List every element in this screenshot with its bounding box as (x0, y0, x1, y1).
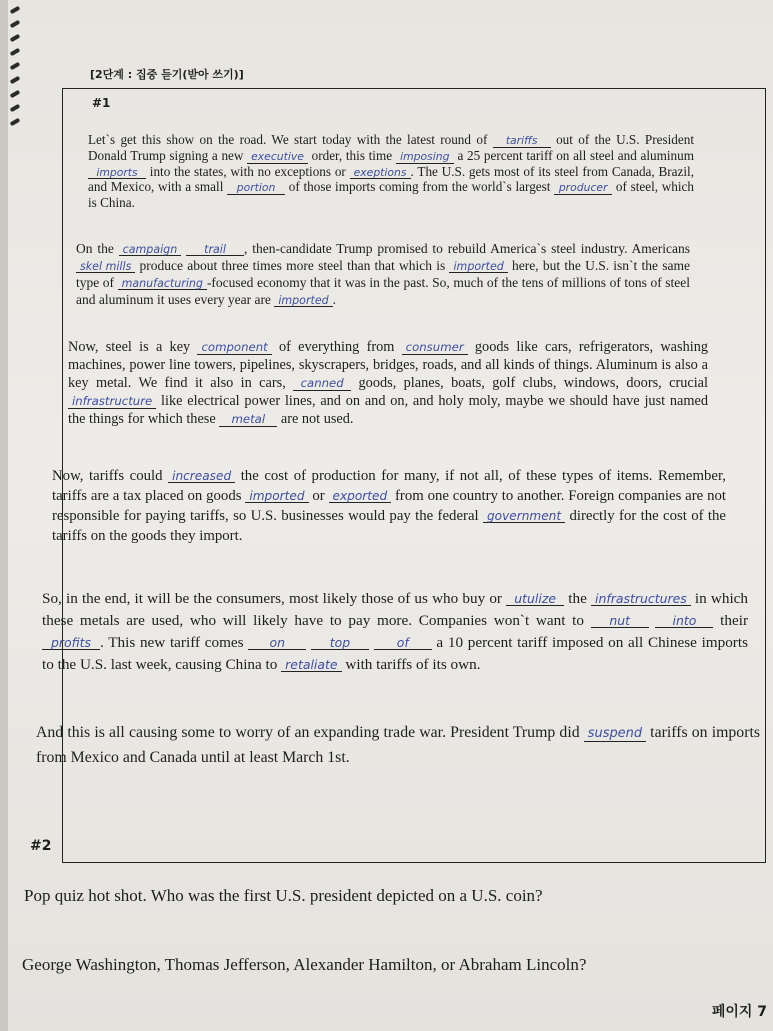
paragraph-text: of those imports coming from the world`s largest (285, 179, 555, 195)
exercise-2-label: #2 (30, 838, 52, 854)
answer-blank[interactable]: portion (227, 183, 285, 195)
paragraph-text: or (308, 488, 329, 504)
paragraph-text: tariffs on imports from Mexico and Canada until at least March 1st. (36, 724, 760, 766)
answer-blank[interactable]: retaliate (281, 659, 341, 672)
paragraph-text: order, this time (307, 147, 396, 163)
section-heading: [2단계 : 집중 듣기(받아 쓰기)] (90, 68, 244, 81)
quiz-question: Pop quiz hot shot. Who was the first U.S. president depicted on a U.S. coin? (24, 886, 543, 905)
answer-blank[interactable]: manufacturing (118, 278, 207, 290)
paragraph-6 (36, 720, 760, 770)
answer-blank[interactable]: nut (591, 615, 649, 628)
answer-blank[interactable]: government (483, 510, 565, 523)
answer-blank[interactable]: exeptions (350, 168, 411, 180)
answer-blank[interactable]: into (655, 615, 713, 628)
paragraph-text: are not used. (277, 411, 354, 427)
exercise-1-label: #1 (92, 96, 111, 110)
answer-blank[interactable]: imposing (396, 152, 454, 164)
answer-blank[interactable]: infrastructures (591, 593, 691, 606)
paragraph-text: directly for the cost of the tariffs on the goods they import. (52, 508, 726, 544)
paragraph-5 (42, 588, 748, 676)
paragraph-text: And this is all causing some to worry of an expanding trade war. President Trump did (36, 724, 584, 741)
answer-blank[interactable]: component (197, 342, 271, 355)
paragraph-text: . This new tariff comes (100, 634, 249, 651)
paragraph-text: with tariffs of its own. (341, 656, 481, 673)
paragraph-text: from one country to another. Foreign companies are not responsible for paying tariffs, so U.S. businesses would pay the federal (52, 488, 726, 524)
paragraph-4 (52, 466, 726, 546)
answer-blank[interactable]: profits (42, 637, 100, 650)
paragraph-text: out of the U.S. President Donald Trump signing a new (88, 132, 694, 163)
paragraph-3 (68, 338, 708, 428)
answer-blank[interactable]: exported (329, 490, 392, 503)
paragraph-text: the (564, 590, 591, 607)
paragraph-text: So, in the end, it will be the consumers, most likely those of us who buy or (42, 590, 507, 607)
paragraph-text: Now, steel is a key (68, 339, 198, 355)
answer-blank[interactable]: of (374, 637, 432, 650)
answer-blank[interactable]: imports (88, 168, 146, 180)
paragraph-text: the cost of production for many, if not all, of these types of items. Remember, tariffs are a tax placed on goods (52, 468, 726, 504)
answer-blank[interactable]: trail (186, 244, 244, 256)
paragraph-text: produce about three times more steel than that which is (135, 258, 450, 273)
answer-blank[interactable]: consumer (402, 342, 468, 355)
paragraph-text: like electrical power lines, and on and on, and holy moly, maybe we should have just named the things for which these (68, 393, 708, 427)
paragraph-text (649, 612, 656, 629)
answer-blank[interactable]: imported (245, 490, 308, 503)
paragraph-text: . (332, 292, 337, 307)
answer-blank[interactable]: producer (554, 183, 612, 195)
paragraph-text: -focused economy that it was in the past. So, much of the tens of millions of tons of steel and aluminum it uses every year are (76, 275, 690, 307)
answer-blank[interactable]: top (311, 637, 369, 650)
paragraph-1 (88, 132, 694, 211)
answer-blank[interactable]: on (248, 637, 306, 650)
paragraph-text: into the states, with no exceptions or (146, 163, 350, 179)
answer-blank[interactable]: campaign (119, 244, 182, 256)
answer-blank[interactable]: infrastructure (68, 396, 156, 409)
answer-blank[interactable]: tariffs (493, 136, 551, 148)
paragraph-text: in which these metals are used, who will likely have to pay more. Companies won`t want to (42, 590, 748, 629)
answer-blank[interactable]: skel mills (76, 261, 135, 273)
paragraph-text: , then-candidate Trump promised to rebuild America`s steel industry. Americans (244, 241, 690, 256)
paragraph-text: goods like cars, refrigerators, washing machines, power line towers, pipelines, skyscrapers, bridges, roads, and all kinds of things. Aluminum is also a key metal. We find it also in cars, (68, 339, 708, 391)
paragraph-text: goods, planes, boats, golf clubs, windows, doors, crucial (351, 375, 708, 391)
answer-blank[interactable]: imported (449, 261, 507, 273)
answer-blank[interactable]: increased (168, 470, 235, 483)
worksheet-page (8, 0, 773, 1031)
spiral-binding (8, 0, 22, 150)
answer-blank[interactable]: utulize (506, 593, 564, 606)
paragraph-text: . The U.S. gets most of its steel from Canada, Brazil, and Mexico, with a small (88, 163, 694, 195)
paragraph-text: Let`s get this show on the road. We start today with the latest round of (88, 132, 493, 147)
answer-blank[interactable]: suspend (584, 728, 646, 742)
answer-blank[interactable]: canned (293, 378, 351, 391)
page-number: 페이지 7 (711, 1004, 767, 1020)
paragraph-text: of everything from (271, 339, 402, 355)
paragraph-text: here, but the U.S. isn`t the same type of (76, 258, 690, 290)
answer-blank[interactable]: imported (274, 295, 332, 307)
paragraph-text: Now, tariffs could (52, 468, 169, 484)
paragraph-text: a 25 percent tariff on all steel and aluminum (453, 147, 695, 163)
answer-blank[interactable]: executive (247, 152, 308, 164)
paragraph-text: their (713, 612, 749, 629)
paragraph-text: of steel, which is China. (88, 179, 694, 211)
quiz-options: George Washington, Thomas Jefferson, Alexander Hamilton, or Abraham Lincoln? (22, 955, 587, 974)
paragraph-text: On the (76, 241, 119, 256)
answer-blank[interactable]: metal (219, 414, 277, 427)
paragraph-2 (76, 240, 690, 308)
paragraph-text: a 10 percent tariff imposed on all Chinese imports to the U.S. last week, causing China to (42, 634, 748, 673)
